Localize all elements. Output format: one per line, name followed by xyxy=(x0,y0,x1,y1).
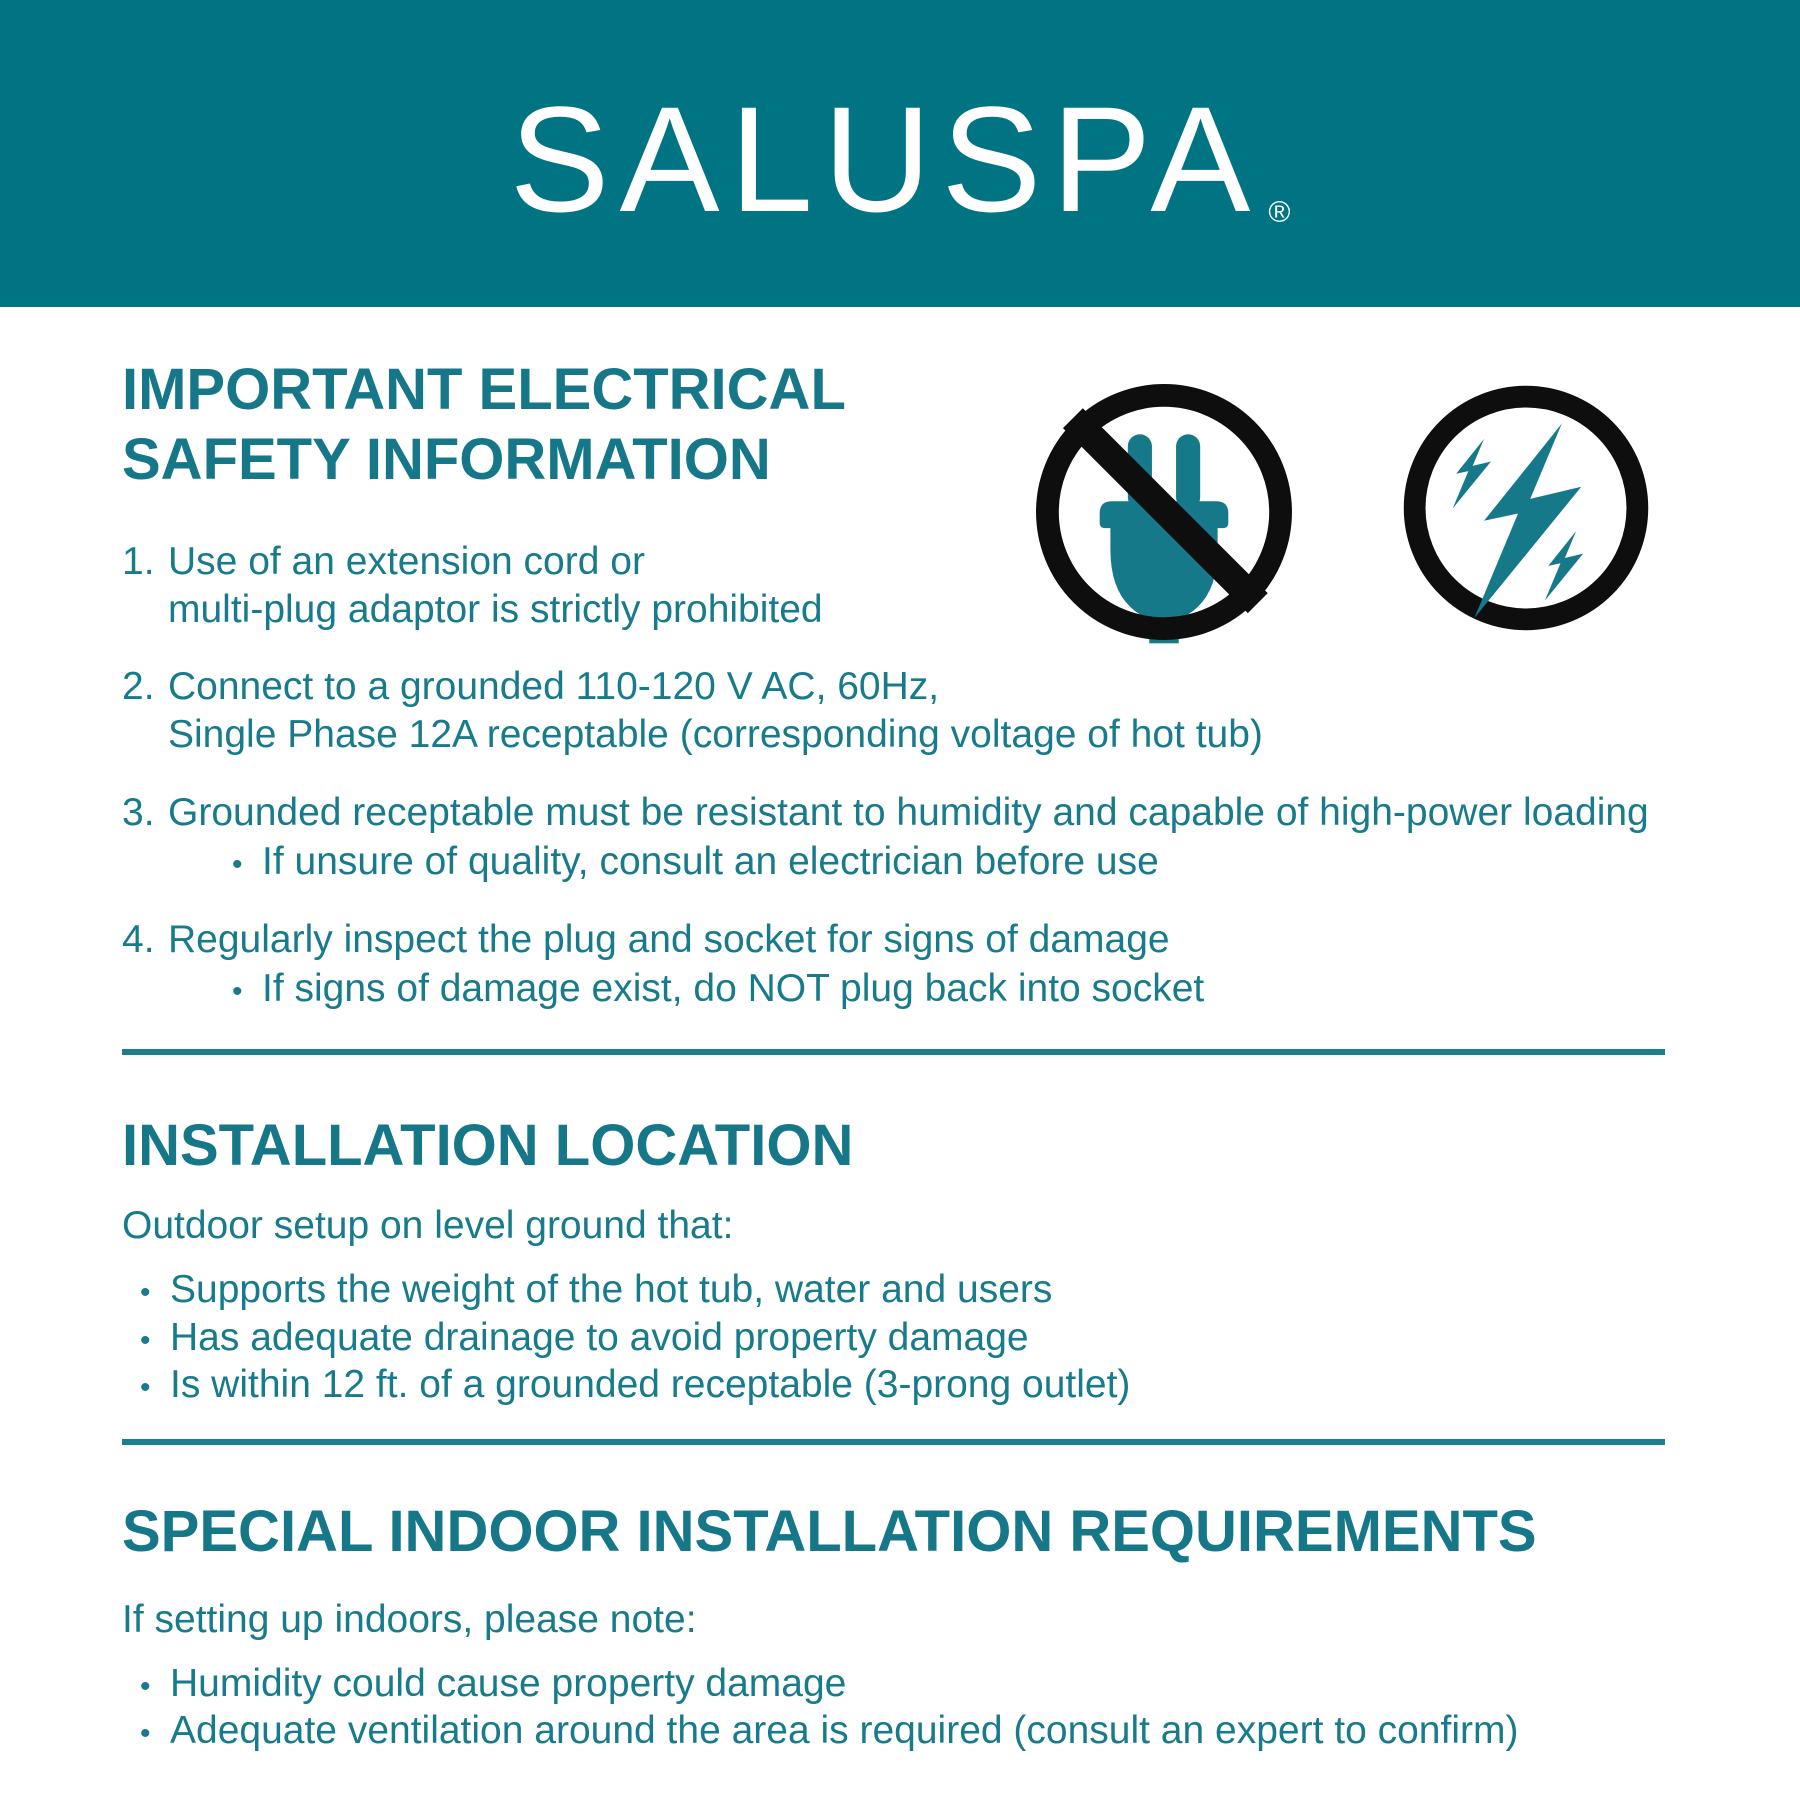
sub-bullet-text: If signs of damage exist, do NOT plug back into socket xyxy=(262,967,1205,1011)
bullet-text: Supports the weight of the hot tub, water and users xyxy=(170,1267,1053,1311)
item-text-line: Single Phase 12A receptable (corresponding voltage of hot tub) xyxy=(168,712,1263,756)
item-text-line: Regularly inspect the plug and socket for signs of damage xyxy=(168,917,1170,961)
sub-bullet xyxy=(168,838,1649,886)
bullet-list xyxy=(122,1266,1665,1409)
title-line: SAFETY INFORMATION xyxy=(122,426,771,492)
bullet-item xyxy=(122,1266,1665,1314)
section-indoor-requirements xyxy=(122,1497,1665,1755)
section-title-indoor-requirements: SPECIAL INDOOR INSTALLATION REQUIREMENTS xyxy=(122,1498,1537,1564)
bullet-item xyxy=(122,1314,1665,1362)
bullet-text: Adequate ventilation around the area is required (consult an expert to confirm) xyxy=(170,1709,1519,1753)
bullet-icon: • xyxy=(140,1275,151,1309)
bullet-item xyxy=(122,1660,1665,1708)
bullet-icon: • xyxy=(140,1323,151,1357)
bullet-text: Has adequate drainage to avoid property damage xyxy=(170,1315,1029,1359)
list-item-3 xyxy=(122,789,1665,886)
list-item-2 xyxy=(122,663,1665,758)
bullet-text: Humidity could cause property damage xyxy=(170,1661,847,1705)
brand-header xyxy=(0,0,1800,307)
bullet-icon: • xyxy=(140,1669,151,1703)
item-number: 3. xyxy=(122,790,155,834)
item-text-line: multi-plug adaptor is strictly prohibited xyxy=(168,587,823,631)
section-intro: If setting up indoors, please note: xyxy=(122,1598,697,1642)
sub-bullet xyxy=(168,965,1204,1013)
list-item-4 xyxy=(122,916,1665,1013)
electrical-hazard-lightning-icon xyxy=(1398,380,1654,636)
no-plug-prohibited-icon xyxy=(1030,378,1298,646)
bullet-icon: • xyxy=(232,975,243,1009)
title-line: IMPORTANT ELECTRICAL xyxy=(122,357,846,422)
item-text-line: Grounded receptable must be resistant to humidity and capable of high-power loading xyxy=(168,790,1649,834)
bullet-icon: • xyxy=(232,848,243,882)
bullet-text: Is within 12 ft. of a grounded receptable (3-prong outlet) xyxy=(170,1363,1131,1407)
registered-trademark-icon: ® xyxy=(1268,195,1291,229)
section-title-installation-location: INSTALLATION LOCATION xyxy=(122,1112,854,1178)
bullet-icon: • xyxy=(140,1717,151,1751)
bullet-item xyxy=(122,1361,1665,1409)
item-number: 1. xyxy=(122,540,155,584)
brand-logo-text: SALUSPA xyxy=(509,74,1261,243)
section-divider xyxy=(122,1439,1665,1445)
section-installation-location xyxy=(122,1111,1665,1409)
item-text-line: Use of an extension cord or xyxy=(168,540,645,584)
bullet-item xyxy=(122,1707,1665,1755)
bullet-icon: • xyxy=(140,1371,151,1405)
brand-logo xyxy=(509,74,1291,243)
section-intro: Outdoor setup on level ground that: xyxy=(122,1204,734,1248)
sub-bullet-text: If unsure of quality, consult an electrician before use xyxy=(262,840,1159,884)
item-number: 4. xyxy=(122,917,155,961)
bullet-list xyxy=(122,1660,1665,1755)
section-divider xyxy=(122,1049,1665,1055)
item-number: 2. xyxy=(122,665,155,709)
item-text-line: Connect to a grounded 110-120 V AC, 60Hz, xyxy=(168,665,940,709)
